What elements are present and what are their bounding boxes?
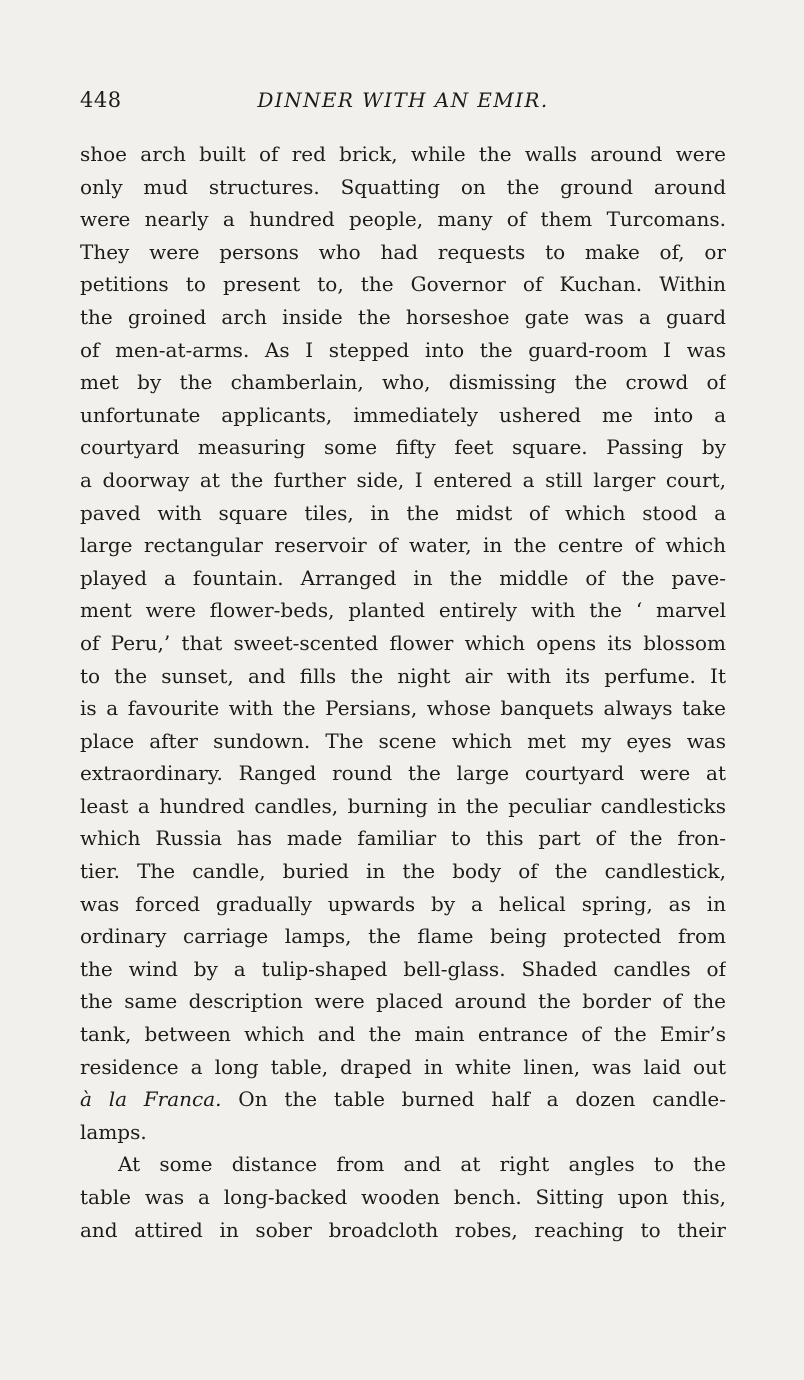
paragraph-end-line: lamps. [80,1119,147,1144]
text-line: tier. The candle, buried in the body of the candlestick, [80,859,726,884]
text-line: met by the chamberlain, who, dismissing the crowd of [80,370,726,395]
text-line: the same description were placed around the border of the [80,989,726,1014]
text-line: were nearly a hundred people, many of them Turcomans. [80,207,726,232]
text-line: tank, between which and the main entrance of the Emir’s [80,1022,726,1047]
text-line: was forced gradually upwards by a helical spring, as in [80,891,726,916]
text-line: only mud structures. Squatting on the ground around [80,174,726,199]
text-line: the wind by a tulip-shaped bell-glass. Shaded candles of [80,956,726,981]
paragraph-start-line: At some distance from and at right angles to the [118,1152,726,1177]
italic-phrase: à la Franca. [80,1087,222,1112]
text-line: residence a long table, draped in white linen, was laid out [80,1054,726,1079]
page-header [80,88,726,118]
text-line: least a hundred candles, burning in the peculiar candlesticks [80,793,726,818]
text-line: courtyard measuring some fifty feet square. Passing by [80,435,726,460]
text-line: shoe arch built of red brick, while the walls around were [80,142,726,166]
text-line: ordinary carriage lamps, the flame being protected from [80,924,726,949]
text-line: unfortunate applicants, immediately ushered me into a [80,402,726,427]
text-line: to the sunset, and fills the night air with its perfume. It [80,663,726,688]
text-line: place after sundown. The scene which met my eyes was [80,728,726,753]
body-text [80,138,726,1246]
page-number: 448 [80,88,122,112]
text-line: a doorway at the further side, I entered a still larger court, [80,467,726,492]
text-line: of Peru,’ that sweet-scented flower which opens its blossom [80,630,726,655]
text-line: extraordinary. Ranged round the large courtyard were at [80,761,726,786]
text-line: ment were flower-beds, planted entirely with the ‘ marvel [80,598,726,623]
text-line-mixed [80,1083,726,1116]
text-line: of men-at-arms. As I stepped into the guard-room I was [80,337,726,362]
text-line: petitions to present to, the Governor of Kuchan. Within [80,272,726,297]
text-line: the groined arch inside the horseshoe gate was a guard [80,304,726,329]
text-line: large rectangular reservoir of water, in the centre of which [80,533,726,558]
running-head: DINNER WITH AN EMIR. [257,88,549,112]
text-segment: On the table burned half a dozen candle- [221,1087,726,1112]
text-line: and attired in sober broadcloth robes, reaching to their [80,1217,726,1242]
text-line: paved with square tiles, in the midst of which stood a [80,500,726,525]
text-line: which Russia has made familiar to this part of the fron- [80,826,726,851]
text-line: They were persons who had requests to make of, or [80,239,726,264]
text-line: played a fountain. Arranged in the middle of the pave- [80,565,726,590]
text-line: table was a long-backed wooden bench. Sitting upon this, [80,1185,726,1209]
text-line: is a favourite with the Persians, whose banquets always take [80,696,726,721]
